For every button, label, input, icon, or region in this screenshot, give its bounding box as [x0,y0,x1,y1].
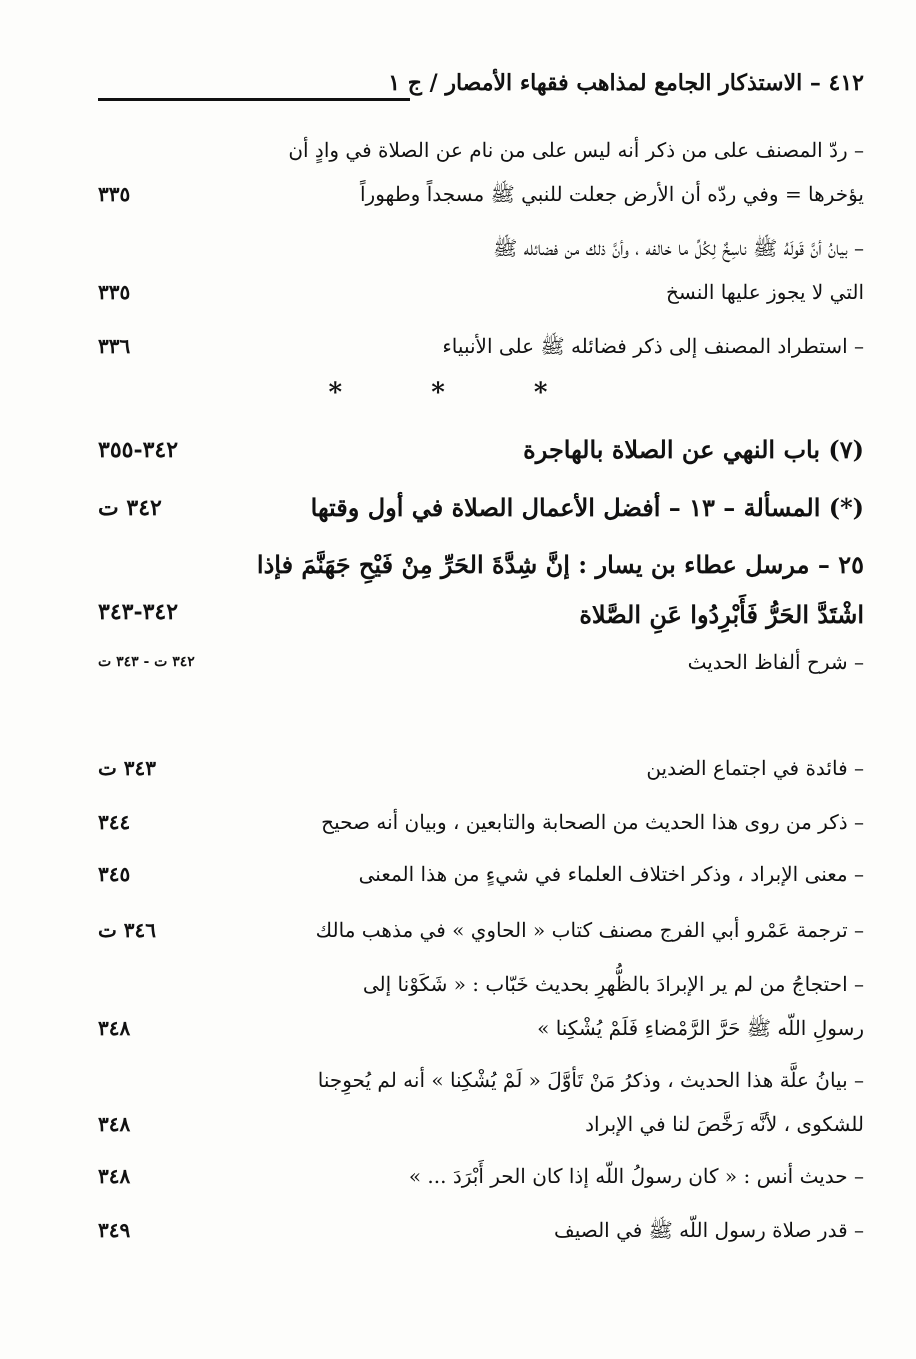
page-reference: ٣٣٥ [98,182,131,206]
page-reference: ٣٤٤ [98,810,131,834]
hadith-entry [204,540,864,640]
page-reference: ٣٤٢ ت - ٣٤٣ ت [98,654,195,670]
page-reference: ٣٤٨ [98,1112,131,1136]
index-entry [204,908,864,952]
page-reference: ٣٤٩ [98,1218,131,1242]
page-reference: ٣٣٦ [98,334,131,358]
page-reference: ٣٤٢-٣٥٥ [98,437,179,463]
entry-line: – استطراد المصنف إلى ذكر فضائله ﷺ على الأنبياء [442,334,864,358]
index-entry [204,128,864,216]
entry-line: للشكوى ، لأنَّه رَخَّصَ لنا في الإبراد [585,1112,864,1136]
entry-line: – شرح ألفاظ الحديث [687,650,864,674]
entry-line: – احتجاجُ من لم ير الإبرادَ بالظُّهرِ بحديث خَبّاب : « شَكَوْنا إلى [362,972,864,996]
entry-line: التي لا يجوز عليها النسخ [666,280,864,304]
page-reference: ٣٣٥ [98,280,131,304]
index-entry [204,324,864,368]
index-entry [204,1154,864,1198]
entry-line: – معنى الإبراد ، وذكر اختلاف العلماء في شيءٍ من هذا المعنى [358,862,864,886]
index-entry [204,226,864,314]
page-reference: ٣٤٣ ت [98,756,157,780]
page-reference: ٣٤٨ [98,1164,131,1188]
entry-line: – ترجمة عَمْرو أبي الفرج مصنف كتاب « الحاوي » في مذهب مالك [315,918,864,942]
entry-line: رسولِ اللّه ﷺ حَرَّ الرَّمْضاءِ فَلَمْ يُشْكِنا » [537,1016,864,1040]
chapter-heading [204,428,864,472]
entry-line: يؤخرها = وفي ردّه أن الأرض جعلت للنبي ﷺ مسجداً وطهوراً [360,182,864,206]
index-entry [204,746,864,790]
index-entry [204,640,864,684]
index-entry [204,1208,864,1252]
entry-line: – قدر صلاة رسول اللّه ﷺ في الصيف [553,1218,864,1242]
entry-line: – فائدة في اجتماع الضدين [646,756,864,780]
header-rule [98,98,410,101]
page-reference: ٣٤٢ ت [98,495,162,521]
section-separator: * * * [328,378,588,408]
index-entry [204,852,864,896]
hadith-line: اشْتَدَّ الحَرُّ فَأَبْرِدُوا عَنِ الصَّلاة [579,600,864,629]
entry-line: – بيانُ أنَّ قَولَهُ ﷺ ناسِخٌ لِكُلِّ ما خالفه ، وأنَّ ذلك من فضائله ﷺ [493,236,864,260]
hadith-line: ٢٥ – مرسل عطاء بن يسار : إنَّ شِدَّةَ الحَرِّ مِنْ فَيْحِ جَهَنَّمَ فإذا [256,550,864,579]
index-entry [204,1058,864,1146]
entry-line: – حديث أنس : « كان رسولُ اللّه إذا كان الحر أَبْرَدَ ... » [408,1164,864,1188]
issue-title: (*) المسألة – ١٣ – أفضل الأعمال الصلاة في أول وقتها [310,493,864,522]
page-reference: ٣٤٦ ت [98,918,157,942]
chapter-title: (٧) باب النهي عن الصلاة بالهاجرة [523,435,864,464]
index-entry [204,800,864,844]
entry-line: – بيانُ علَّة هذا الحديث ، وذكرُ مَنْ تَأوَّلَ « لَمْ يُشْكِنا » أنه لم يُحوِجنا [317,1068,864,1092]
page-reference: ٣٤٢-٣٤٣ [98,599,179,625]
page-reference: ٣٤٥ [98,862,131,886]
running-header: ٤١٢ – الاستذكار الجامع لمذاهب فقهاء الأمصار / ج ١ [388,70,864,96]
issue-heading [204,486,864,530]
page-reference: ٣٤٨ [98,1016,131,1040]
entry-line: – ردّ المصنف على من ذكر أنه ليس على من نام عن الصلاة في وادٍ أن [288,138,864,162]
entry-line: – ذكر من روى هذا الحديث من الصحابة والتابعين ، وبيان أنه صحيح [321,810,864,834]
index-entry [204,962,864,1050]
